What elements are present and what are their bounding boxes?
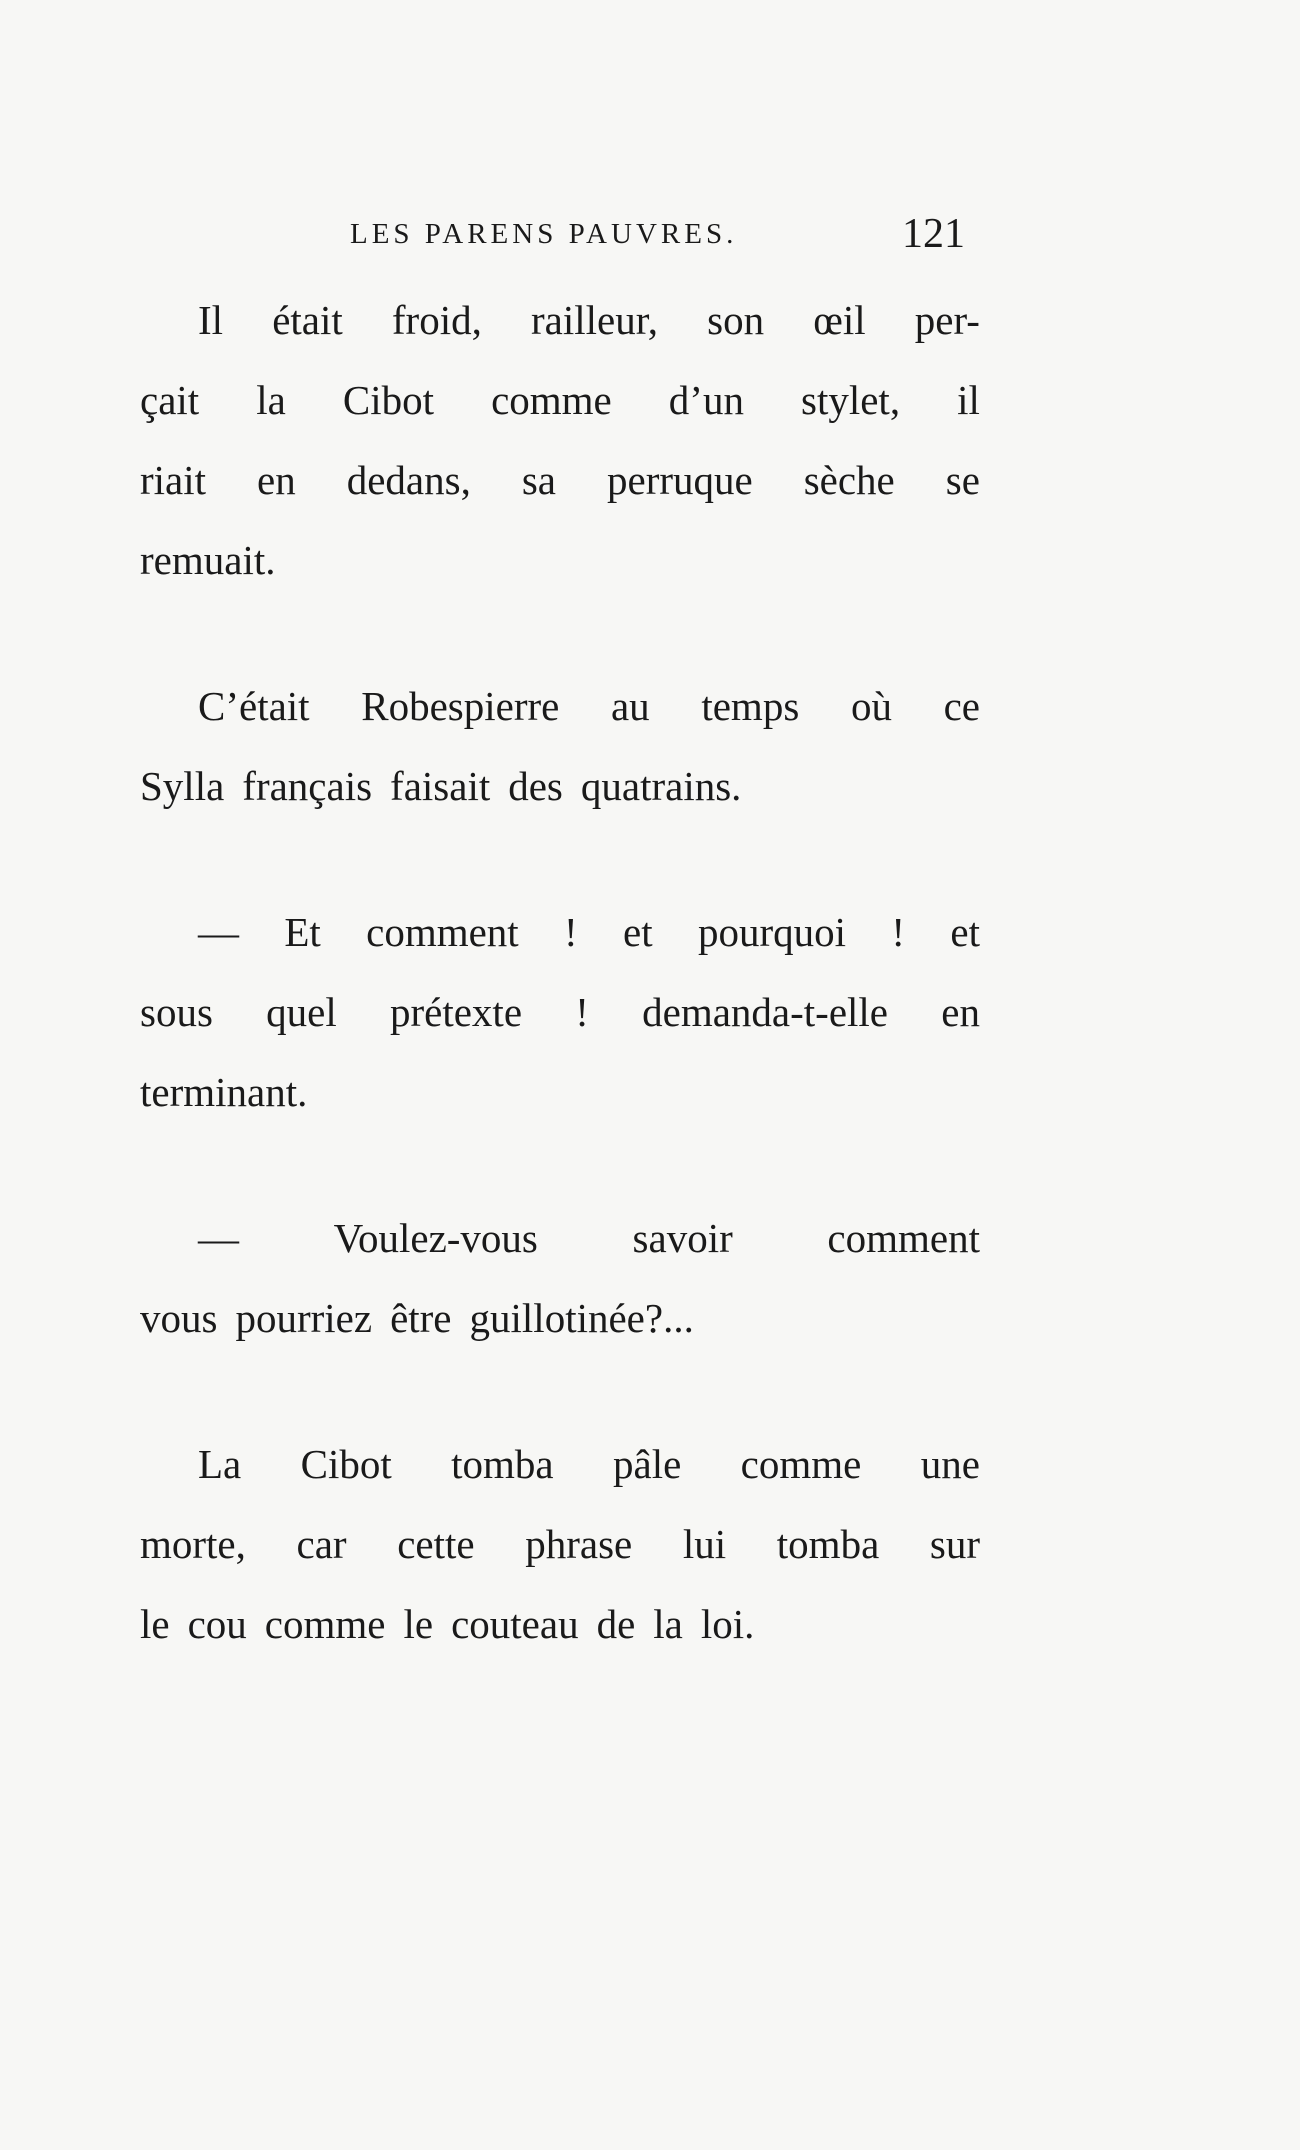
- word: perruque: [607, 457, 753, 503]
- text-line: [140, 666, 980, 746]
- text-line: [140, 520, 980, 600]
- word: couteau: [451, 1601, 579, 1647]
- word: temps: [701, 683, 800, 729]
- paragraph-gap: [140, 600, 980, 666]
- word: de: [596, 1601, 636, 1647]
- word: il: [957, 377, 980, 423]
- word: faisait: [390, 763, 491, 809]
- word: Voulez-vous: [333, 1215, 538, 1261]
- word: œil: [813, 297, 866, 343]
- word: Et: [284, 909, 321, 955]
- text-line: [140, 1052, 980, 1132]
- word: !: [891, 909, 906, 955]
- text-line: [140, 1584, 980, 1664]
- word: était: [272, 297, 343, 343]
- word: !: [575, 989, 589, 1035]
- word: sèche: [803, 457, 895, 503]
- paragraph: [140, 1424, 980, 1664]
- word: cette: [397, 1521, 475, 1567]
- word: remuait.: [140, 537, 276, 583]
- word: morte,: [140, 1521, 246, 1567]
- word: comment: [366, 909, 519, 955]
- word: Robespierre: [361, 683, 560, 729]
- paragraph: [140, 1198, 980, 1358]
- word: cou: [187, 1601, 247, 1647]
- paragraph-gap: [140, 1358, 980, 1424]
- word: pourquoi: [697, 909, 847, 955]
- word: car: [296, 1521, 347, 1567]
- word: la: [653, 1601, 683, 1647]
- running-head: [140, 210, 965, 260]
- word: comme: [491, 377, 612, 423]
- word: quatrains.: [580, 763, 742, 809]
- word: se: [945, 457, 980, 503]
- word: où: [850, 683, 892, 729]
- text-line: [140, 440, 980, 520]
- word: au: [610, 683, 650, 729]
- word: La: [198, 1441, 242, 1487]
- word: tomba: [776, 1521, 880, 1567]
- word: une: [920, 1441, 980, 1487]
- word: çait: [140, 377, 200, 423]
- word: loi.: [700, 1601, 755, 1647]
- paragraph: [140, 666, 980, 826]
- word: être: [390, 1295, 452, 1341]
- word: et: [623, 909, 653, 955]
- word: prétexte: [389, 989, 523, 1035]
- word: d’un: [668, 377, 744, 423]
- text-line: [140, 1278, 980, 1358]
- word: comme: [264, 1601, 386, 1647]
- word: phrase: [525, 1521, 633, 1567]
- text-line: [140, 972, 980, 1052]
- word: Cibot: [342, 377, 435, 423]
- word: la: [256, 377, 286, 423]
- word: dedans,: [346, 457, 471, 503]
- word: per-: [914, 297, 980, 343]
- word: froid,: [391, 297, 482, 343]
- word: le: [403, 1601, 434, 1647]
- word: stylet,: [801, 377, 901, 423]
- word: en: [257, 457, 296, 503]
- word: pâle: [613, 1441, 682, 1487]
- word: !: [564, 909, 578, 955]
- word: —: [198, 1215, 239, 1261]
- paragraph-gap: [140, 1132, 980, 1198]
- word: ce: [943, 683, 980, 729]
- word: sous: [140, 989, 213, 1035]
- word: —: [198, 909, 239, 955]
- word: railleur,: [531, 297, 658, 343]
- word: C’était: [198, 683, 310, 729]
- word: en: [941, 989, 980, 1035]
- word: sur: [929, 1521, 980, 1567]
- page-number: 121: [902, 211, 965, 257]
- text-line: [140, 1504, 980, 1584]
- word: français: [242, 763, 373, 809]
- word: riait: [140, 457, 207, 503]
- paragraph-gap: [140, 826, 980, 892]
- word: guillotinée?...: [469, 1295, 694, 1341]
- word: et: [950, 909, 980, 955]
- running-title: LES PARENS PAUVRES.: [350, 218, 738, 250]
- word: comment: [827, 1215, 980, 1261]
- word: lui: [682, 1521, 727, 1567]
- text-line: [140, 892, 980, 972]
- text-line: [140, 1198, 980, 1278]
- text-line: [140, 280, 980, 360]
- word: Il: [198, 297, 224, 343]
- word: comme: [740, 1441, 862, 1487]
- word: vous: [140, 1295, 218, 1341]
- word: Cibot: [300, 1441, 392, 1487]
- word: demanda-t-elle: [642, 989, 889, 1035]
- word: sa: [521, 457, 556, 503]
- paragraph: [140, 280, 980, 600]
- word: des: [508, 763, 563, 809]
- word: son: [707, 297, 765, 343]
- word: tomba: [451, 1441, 554, 1487]
- text-line: [140, 1424, 980, 1504]
- body-text: [140, 280, 980, 1664]
- text-line: [140, 746, 980, 826]
- word: Sylla: [140, 763, 225, 809]
- paragraph: [140, 892, 980, 1132]
- word: terminant.: [140, 1069, 308, 1115]
- word: quel: [266, 989, 337, 1035]
- word: savoir: [632, 1215, 733, 1261]
- text-line: [140, 360, 980, 440]
- word: le: [140, 1601, 170, 1647]
- word: pourriez: [235, 1295, 373, 1341]
